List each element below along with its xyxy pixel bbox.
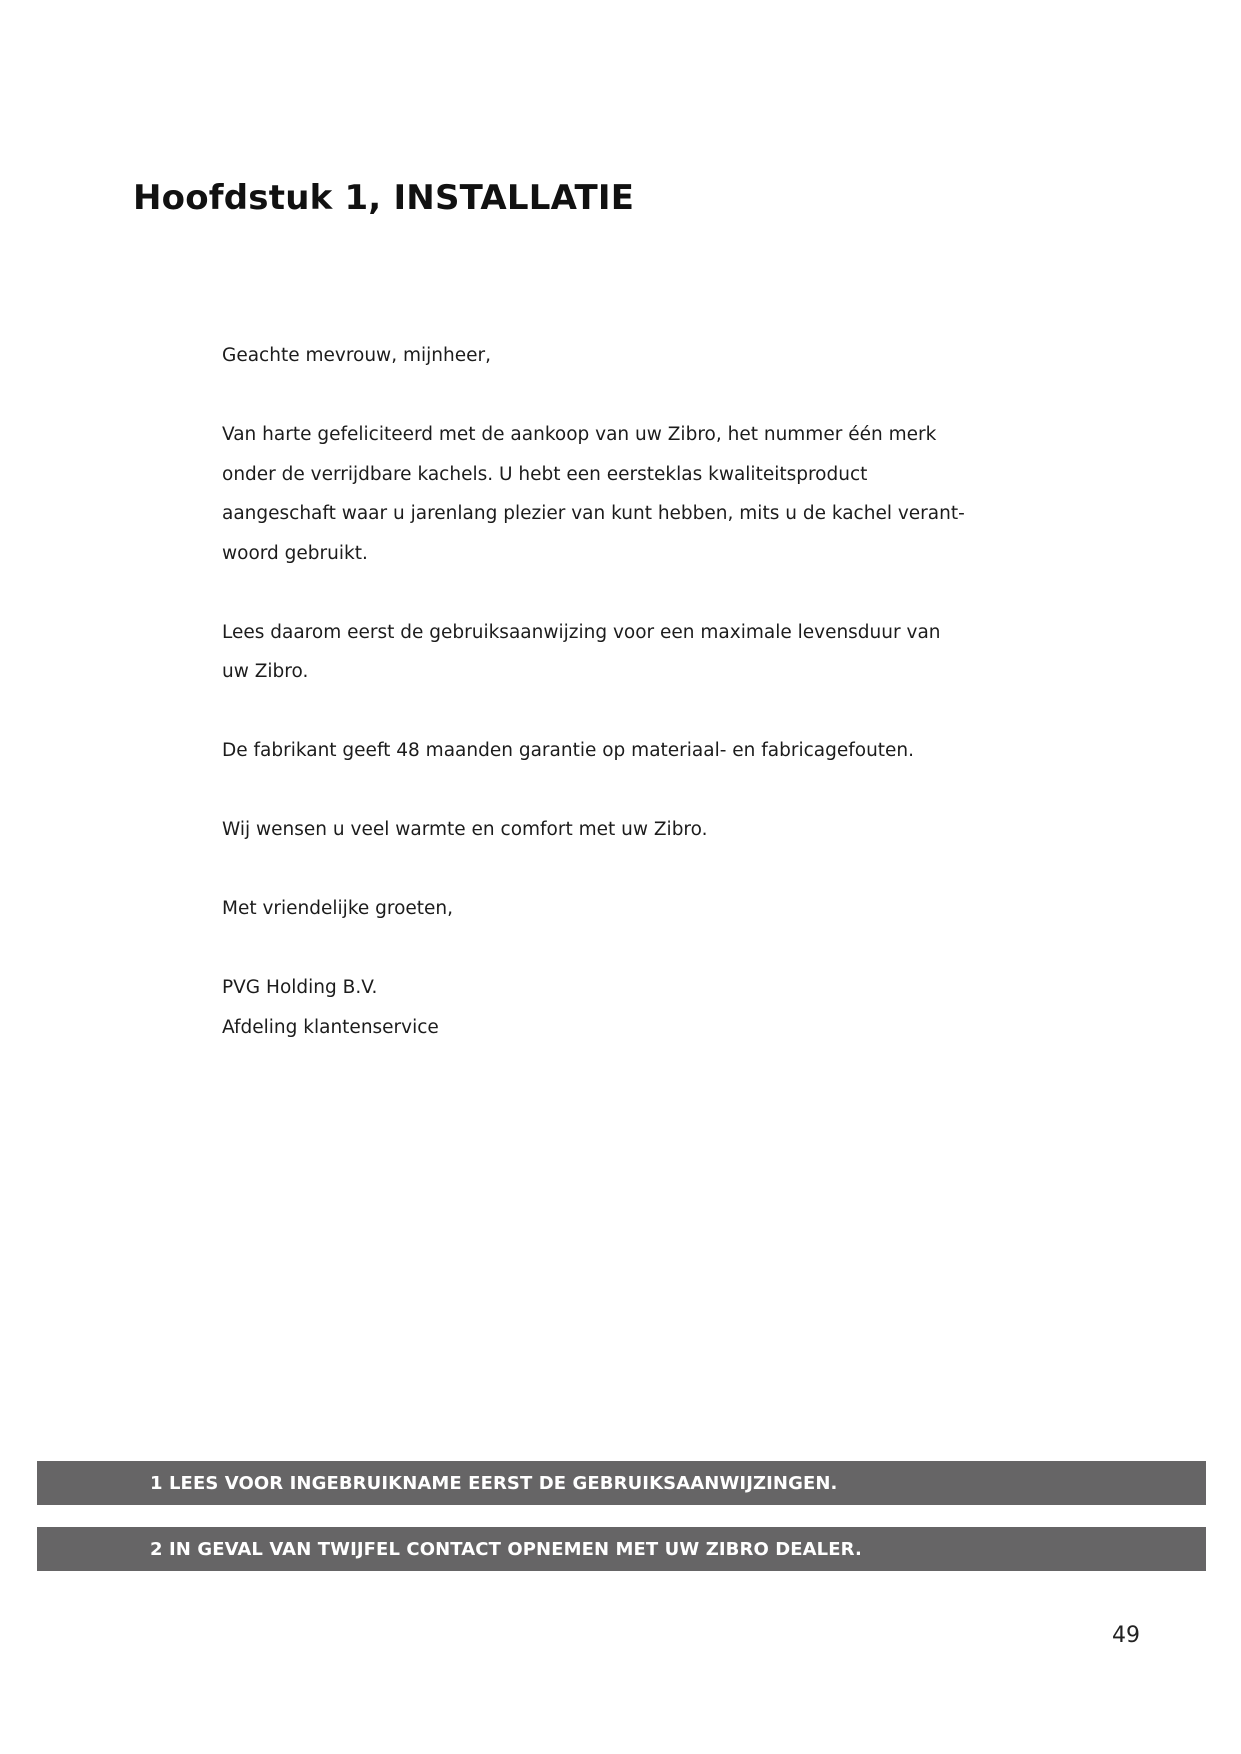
paragraph-2-line-2: uw Zibro. — [222, 661, 309, 682]
paragraph-1-line-4: woord gebruikt. — [222, 542, 368, 564]
paragraph-spacer — [222, 929, 922, 969]
paragraph-spacer — [222, 692, 922, 732]
letter-body — [222, 336, 965, 1047]
wishes-paragraph: Wij wensen u veel warmte en comfort met uw Zibro. — [222, 819, 708, 840]
paragraph-spacer — [222, 771, 922, 811]
paragraph-2-line-1: Lees daarom eerst de gebruiksaanwijzing voor een maximale levensduur van — [222, 621, 941, 643]
chapter-title: Hoofdstuk 1, INSTALLATIE — [133, 178, 635, 218]
letter-closing: Met vriendelijke groeten, — [222, 898, 454, 919]
paragraph-1-line-1: Van harte gefeliciteerd met de aankoop van uw Zibro, het nummer één merk — [222, 424, 937, 445]
paragraph-spacer — [222, 573, 922, 613]
paragraph-1-line-2: onder de verrijdbare kachels. U hebt een eersteklas kwaliteitsproduct — [222, 463, 868, 485]
paragraph-spacer — [222, 376, 922, 416]
notice-text-1: 1 LEES VOOR INGEBRUIKNAME EERST DE GEBRUIKSAANWIJZINGEN. — [150, 1472, 838, 1494]
letter-salutation: Geachte mevrouw, mijnheer, — [222, 345, 491, 366]
signature-company: PVG Holding B.V. — [222, 977, 378, 998]
paragraph-spacer — [222, 850, 922, 890]
notice-bar-2 — [37, 1527, 1206, 1571]
paragraph-1-line-3: aangeschaft waar u jarenlang plezier van kunt hebben, mits u de kachel verant- — [222, 503, 965, 524]
notice-text-2: 2 IN GEVAL VAN TWIJFEL CONTACT OPNEMEN MET UW ZIBRO DEALER. — [150, 1538, 862, 1560]
notice-bar-1 — [37, 1461, 1206, 1505]
page-number: 49 — [1112, 1623, 1140, 1648]
signature-department: Afdeling klantenservice — [222, 1016, 439, 1038]
warranty-paragraph: De fabrikant geeft 48 maanden garantie op materiaal- en fabricagefouten. — [222, 740, 915, 761]
